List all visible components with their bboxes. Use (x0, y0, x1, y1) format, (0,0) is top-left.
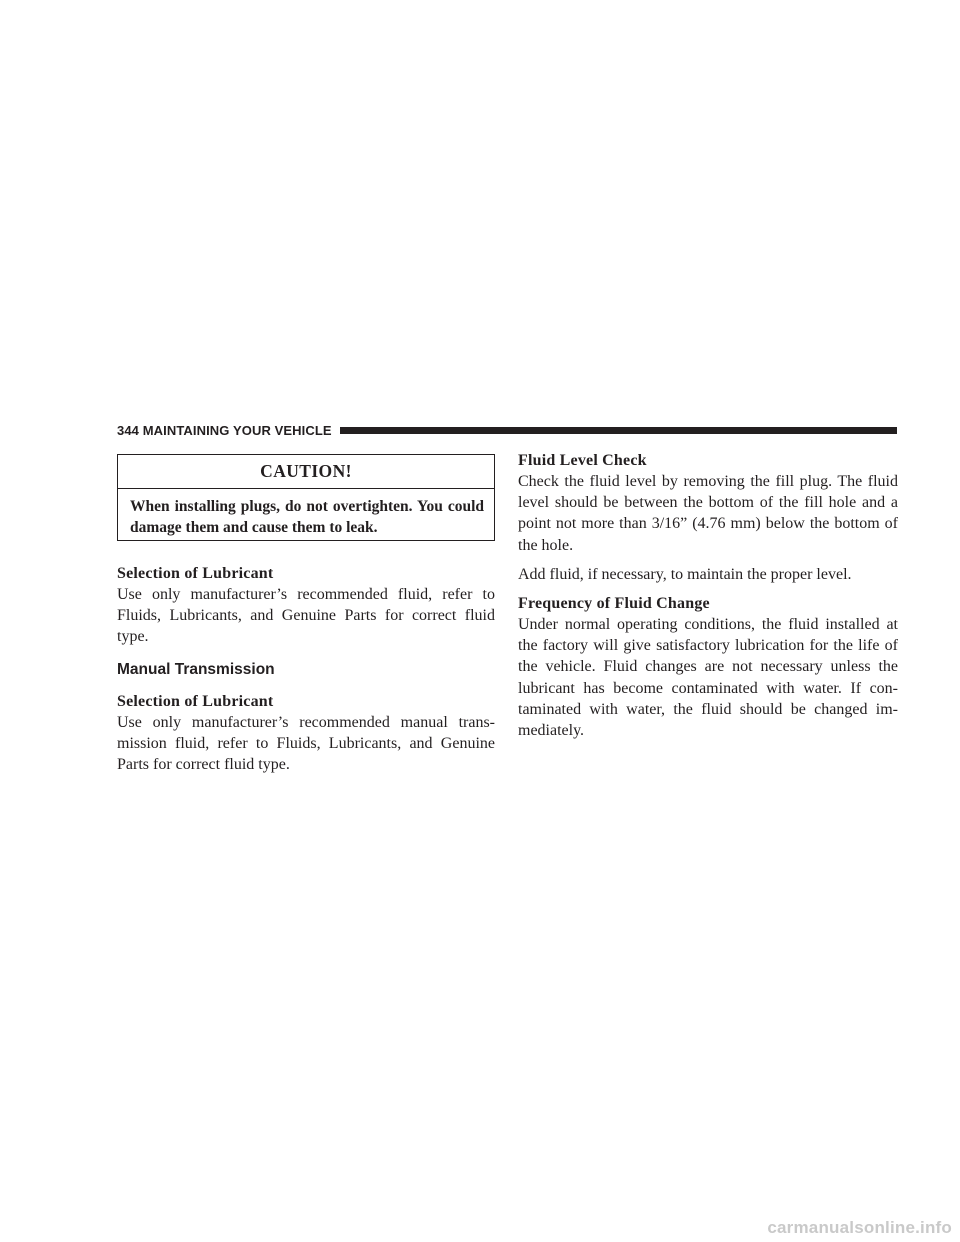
frequency-of-fluid-change-text: Under normal operating conditions, the fluid installed at the factory will give satisfactory lubrication for the life of the vehicle. Fluid changes are not necessary unless the lubricant has become contaminated with water. If con-taminated with water, the fluid should be changed im-mediately. (518, 616, 898, 740)
fluid-level-check-heading: Fluid Level Check (518, 452, 647, 469)
header-rule (340, 427, 897, 434)
add-fluid-text: Add fluid, if necessary, to maintain the proper level. (518, 565, 852, 583)
caution-title: CAUTION! (118, 455, 494, 489)
manual-selection-of-lubricant-heading: Selection of Lubricant (117, 692, 274, 710)
selection-of-lubricant-heading: Selection of Lubricant (117, 565, 274, 582)
page-header (117, 420, 897, 438)
page-number-section-title: 344 MAINTAINING YOUR VEHICLE (117, 422, 332, 438)
manual-selection-of-lubricant-text: Use only manufacturer’s recommended manual trans-mission fluid, refer to Fluids, Lubricants, and Genuine Parts for correct fluid type. (117, 713, 495, 774)
caution-body: When installing plugs, do not overtighten. You could damage them and cause them to leak. (130, 498, 484, 536)
frequency-of-fluid-change-heading: Frequency of Fluid Change (518, 595, 710, 613)
left-column (117, 454, 495, 775)
fluid-level-check-text: Check the fluid level by removing the fill plug. The fluid level should be between the bottom of the fill hole and a point not more than 3/16” (4.76 mm) below the bottom of the hole. (518, 473, 898, 554)
caution-box (117, 454, 495, 541)
right-column (518, 450, 898, 741)
watermark: carmanualsonline.info (767, 1218, 952, 1237)
selection-of-lubricant-text: Use only manufacturer’s recommended fluid, refer to Fluids, Lubricants, and Genuine Parts for correct fluid type. (117, 586, 495, 646)
manual-transmission-heading: Manual Transmission (117, 660, 275, 678)
